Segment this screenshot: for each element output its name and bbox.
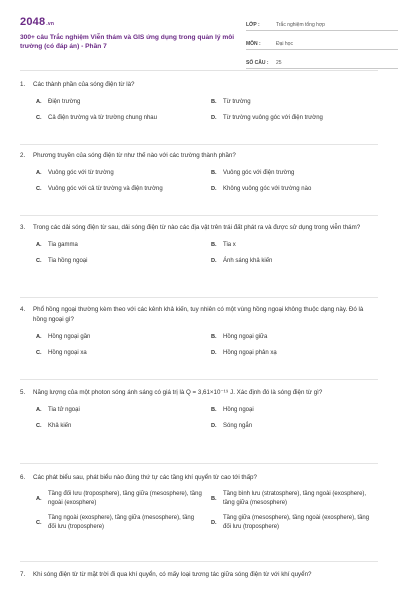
question-1 — [20, 80, 378, 126]
meta-label: LỚP : — [246, 22, 260, 28]
option-d[interactable]: D. Hồng ngoại phản xạ — [211, 349, 277, 356]
question-divider — [20, 561, 378, 562]
meta-value: Đại học — [276, 41, 293, 47]
option-a[interactable]: A. Điện trường — [36, 98, 81, 105]
option-d[interactable]: D. Ánh sáng khả kiến — [211, 257, 273, 264]
option-b[interactable]: B. Từ trường — [211, 98, 251, 105]
question-text: Các phát biểu sau, phát biểu nào đúng thứ tự các tầng khí quyển từ cao tới thấp? — [33, 474, 257, 481]
option-c[interactable]: C. Khả kiến — [36, 422, 72, 429]
question-divider — [20, 463, 378, 464]
question-number: 4. — [20, 306, 26, 313]
option-b[interactable]: B. Hồng ngoại giữa — [211, 333, 268, 340]
logo-suffix: .vn — [46, 21, 55, 27]
question-text: Năng lượng của một photon sóng ánh sáng có giá trị là Q = 3,61×10⁻¹⁹ J. Xác định đó là sóng điện từ gì? — [33, 389, 323, 396]
option-d[interactable]: D. Sóng ngắn — [211, 422, 253, 429]
meta-value: 25 — [276, 60, 282, 66]
question-divider — [20, 379, 378, 380]
question-number: 2. — [20, 152, 26, 159]
option-d[interactable]: D. Từ trường vuông góc với điện trường — [211, 114, 323, 121]
question-divider — [20, 297, 378, 298]
option-c[interactable]: C. Tầng ngoài (exosphere), tầng giữa (mesosphere), tầng đối lưu (troposphere) — [36, 515, 195, 530]
question-number: 5. — [20, 389, 26, 396]
meta-row-class — [246, 14, 398, 31]
question-divider — [20, 215, 378, 216]
meta-value: Trắc nghiệm tổng hợp — [276, 22, 325, 28]
option-c[interactable]: C. Vuông góc với cả từ trường và điện trường — [36, 185, 163, 192]
meta-label: SỐ CÂU : — [246, 60, 269, 66]
question-number: 7. — [20, 571, 26, 578]
question-4 — [20, 305, 378, 361]
header — [20, 0, 378, 66]
question-text: Khi sóng điện từ từ mặt trời đi qua khí quyển, có mấy loại tương tác giữa sóng điện từ với khí quyển? — [33, 571, 312, 578]
option-b[interactable]: B. Tầng bình lưu (stratosphere), tầng ngoài (exosphere), tầng giữa (mesosphere) — [211, 491, 367, 506]
question-number: 1. — [20, 81, 26, 88]
question-7 — [20, 570, 378, 580]
question-number: 3. — [20, 224, 26, 231]
question-3 — [20, 223, 378, 269]
site-logo[interactable]: 2048.vn — [20, 16, 55, 28]
question-5 — [20, 388, 378, 434]
question-6 — [20, 473, 378, 535]
meta-row-count — [246, 52, 398, 69]
question-text: Phương truyền của sóng điện từ như thế nào với các trường thành phần? — [33, 152, 236, 159]
option-a[interactable]: A. Tia tử ngoại — [36, 406, 80, 413]
question-text: Phổ hồng ngoại thường kèm theo với các kênh khả kiến, tuy nhiên có một vùng hồng ngoại không thuộc dạng này. Đó là hồng ngoại gì? — [33, 306, 364, 323]
meta-box — [246, 14, 398, 69]
question-text: Trong các dải sóng điện từ sau, dải sóng điện từ nào các địa vật trên trái đất phát ra và được sử dụng trong viễn thám? — [33, 224, 361, 231]
option-b[interactable]: B. Hồng ngoại — [211, 406, 254, 413]
document-title: 300+ câu Trắc nghiệm Viễn thám và GIS ứng dụng trong quản lý môi trường (có đáp án) - Phần 7 — [20, 34, 235, 50]
option-a[interactable]: A. Vuông góc với từ trường — [36, 169, 114, 176]
question-divider — [20, 144, 378, 145]
option-c[interactable]: C. Hồng ngoại xa — [36, 349, 87, 356]
option-c[interactable]: C. Tia hồng ngoại — [36, 257, 88, 264]
question-text: Các thành phần của sóng điện từ là? — [33, 81, 135, 88]
option-b[interactable]: B. Vuông góc với điện trường — [211, 169, 295, 176]
option-c[interactable]: C. Cả điện trường và từ trường chung nhau — [36, 114, 157, 121]
option-a[interactable]: A. Tia gamma — [36, 241, 78, 248]
meta-row-subject — [246, 33, 398, 50]
option-a[interactable]: A. Hồng ngoại gần — [36, 333, 91, 340]
option-d[interactable]: D. Tầng giữa (mesosphere), tầng ngoài (exosphere), tầng đối lưu (troposphere) — [211, 515, 370, 530]
option-d[interactable]: D. Không vuông góc với trường nào — [211, 185, 312, 192]
meta-label: MÔN : — [246, 41, 261, 47]
option-a[interactable]: A. Tầng đối lưu (troposphere), tầng giữa (mesosphere), tầng ngoài (exosphere) — [36, 491, 202, 506]
header-divider — [20, 70, 378, 71]
option-b[interactable]: B. Tia x — [211, 241, 236, 248]
question-2 — [20, 151, 378, 197]
question-number: 6. — [20, 474, 26, 481]
